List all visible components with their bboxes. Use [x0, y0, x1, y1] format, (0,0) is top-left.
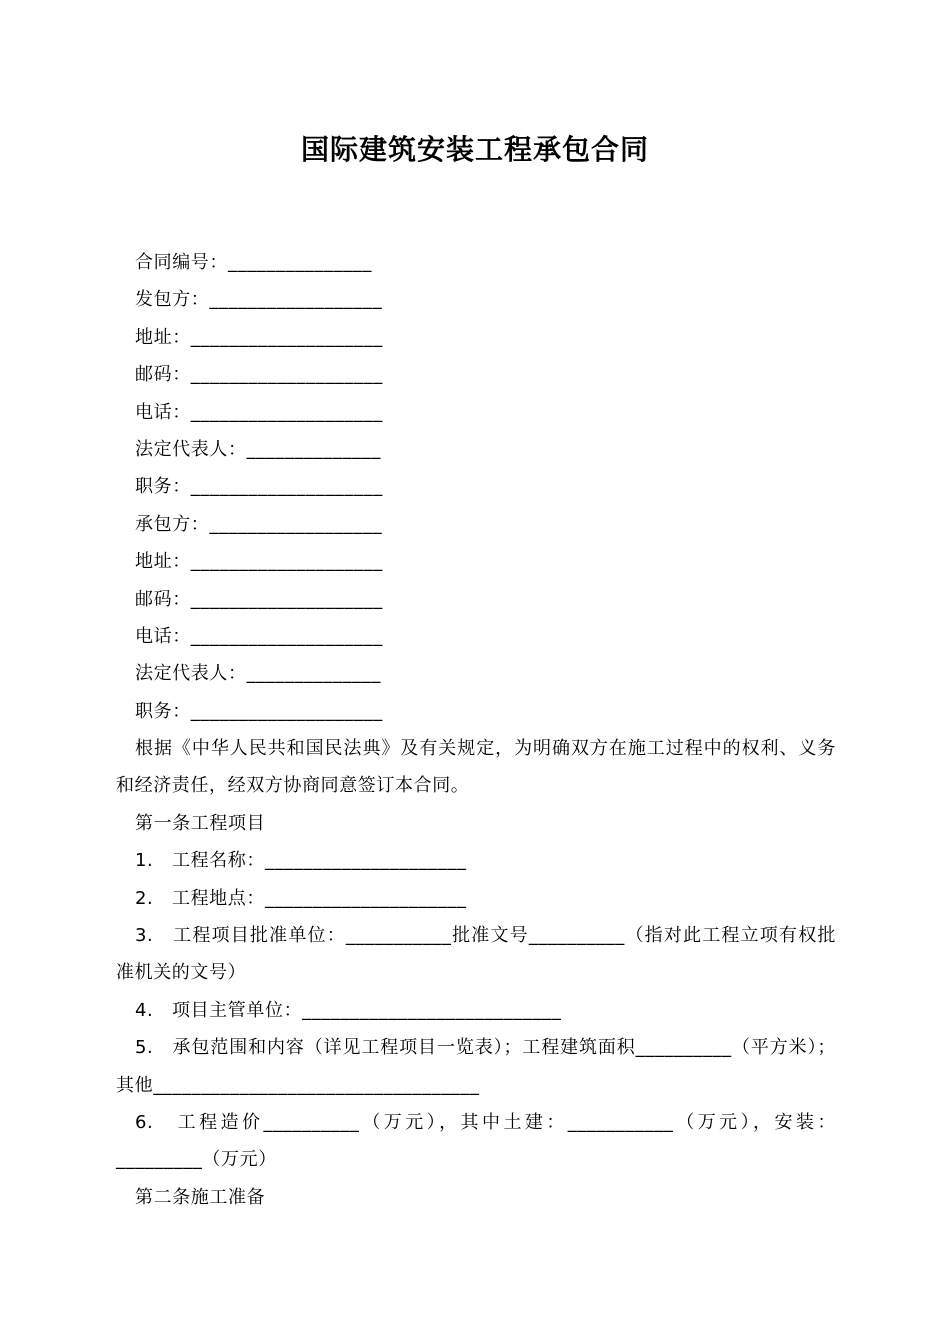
item-scope: 5. 承包范围和内容（详见工程项目一览表）；工程建筑面积__________（平方米）；其他__________________________________ — [116, 1037, 836, 1096]
contractor-address-line: 地址：____________________ — [135, 551, 383, 573]
document-body — [116, 244, 836, 1216]
item-project-location: 2. 工程地点：_____________________ — [135, 887, 467, 909]
employer-line: 发包方：__________________ — [135, 289, 383, 311]
employer-phone-line: 电话：____________________ — [135, 401, 383, 423]
contractor-phone-line: 电话：____________________ — [135, 625, 383, 647]
item-cost: 6. 工程造价__________（万元），其中土建：___________（万元），安装：_________（万元） — [116, 1112, 836, 1171]
employer-legal-rep-line: 法定代表人：______________ — [135, 438, 381, 460]
employer-address-line: 地址：____________________ — [135, 326, 383, 348]
contractor-postcode-line: 邮码：____________________ — [135, 588, 383, 610]
contractor-line: 承包方：__________________ — [135, 513, 383, 535]
intro-paragraph: 根据《中华人民共和国民法典》及有关规定，为明确双方在施工过程中的权利、义务和经济责任，经双方协商同意签订本合同。 — [116, 738, 836, 797]
item-supervising-unit: 4. 项目主管单位：___________________________ — [135, 999, 562, 1021]
contract-number-line: 合同编号：_______________ — [135, 252, 372, 273]
item-approval-unit: 3. 工程项目批准单位：___________批准文号__________（指对此工程立项有权批准机关的文号） — [116, 925, 836, 984]
document-title: 国际建筑安装工程承包合同 — [300, 133, 649, 166]
item-project-name: 1. 工程名称：_____________________ — [135, 850, 467, 872]
contractor-position-line: 职务：____________________ — [135, 700, 383, 722]
employer-postcode-line: 邮码：____________________ — [135, 364, 383, 386]
article-1-heading: 第一条工程项目 — [135, 812, 266, 834]
article-2-heading: 第二条施工准备 — [135, 1186, 266, 1208]
contractor-legal-rep-line: 法定代表人：______________ — [135, 663, 381, 685]
employer-position-line: 职务：____________________ — [135, 476, 383, 498]
